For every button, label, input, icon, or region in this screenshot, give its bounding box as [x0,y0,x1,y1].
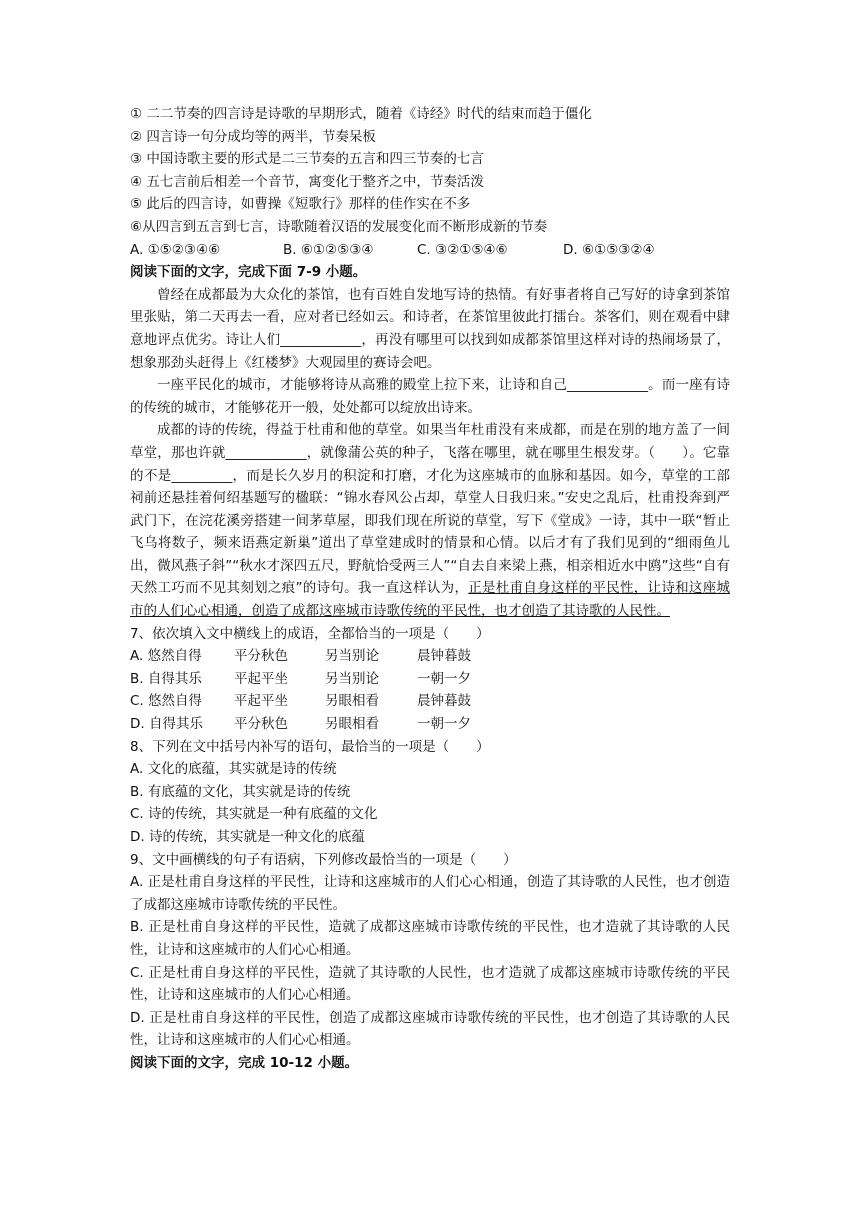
document-page [130,103,730,1075]
q6-item: ② 四言诗一句分成均等的两半，节奏呆板 [130,128,376,145]
q7-cell: 一朝一夕 [417,670,471,687]
q7-option-row [130,668,730,691]
q7-cell: 另眼相看 [325,716,379,733]
q9-option: C. 正是杜甫自身这样的平民性，造就了其诗歌的人民性，也才造就了成都这座城市诗歌传统的平民性，让诗和这座城市的人们心心相通。 [130,964,730,1004]
q9-option: D. 正是杜甫自身这样的平民性，创造了成都这座城市诗歌传统的平民性，也才创造了其诗歌的人民性，让诗和这座城市的人们心心相通。 [130,1009,730,1049]
q8-option: D. 诗的传统，其实就是一种文化的底蕴 [130,829,365,845]
q6-options [130,239,730,262]
passage-paragraph: 一座平民化的城市，才能够将诗从高雅的殿堂上拉下来，让诗和自己____________。而一座有诗的传统的城市，才能够花开一般，处处都可以绽放出诗来。 [130,377,730,416]
q7-option-row [130,713,730,736]
q7-cell: 平起平坐 [234,670,288,687]
q6-item: ① 二二节奏的四言诗是诗歌的早期形式，随着《诗经》时代的结束而趋于僵化 [130,106,592,122]
q7-stem: 7、依次填入文中横线上的成语，全都恰当的一项是（ ） [130,625,490,642]
q7-cell: 平起平坐 [234,693,288,710]
q7-cell: A. 悠然自得 [130,648,202,665]
q8-option: B. 有底蕴的文化，其实就是诗的传统 [130,783,351,800]
passage-paragraph [130,419,730,622]
q7-cell: 平分秋色 [234,648,288,665]
passage-paragraph: 曾经在成都最为大众化的茶馆，也有百姓自发地写诗的热情。有好事者将自己写好的诗拿到茶馆里张贴，第二天再去一看，应对者已经如云。和诗者，在茶馆里彼此打擂台。茶客们，则在观看中肆意地评点优劣。诗让人们____________，再没有哪里可以找到如成都茶馆里这样对诗的热闹场景了，想象那劲头赶得上《红楼梦》大观园里的赛诗会吧。 [130,286,730,371]
q9-option: B. 正是杜甫自身这样的平民性，造就了成都这座城市诗歌传统的平民性，也才造就了其诗歌的人民性，让诗和这座城市的人们心心相通。 [130,919,730,958]
section-heading: 阅读下面的文字，完成下面 7-9 小题。 [130,264,367,281]
q6-item: ⑤ 此后的四言诗，如曹操《短歌行》那样的佳作实在不多 [130,196,471,213]
q7-cell: 另眼相看 [325,693,379,710]
q6-option-a: A. ①⑤②③④⑥ [130,241,221,258]
q7-cell: 一朝一夕 [417,716,471,733]
q7-cell: C. 悠然自得 [130,693,203,710]
q7-cell: 另当别论 [325,648,379,665]
q9-option: A. 正是杜甫自身这样的平民性，让诗和这座城市的人们心心相通，创造了其诗歌的人民性，也才创造了成都这座城市诗歌传统的平民性。 [130,874,730,913]
q6-option-c: C. ③②①⑤④⑥ [417,241,508,258]
q7-cell: 晨钟暮鼓 [417,648,471,665]
q7-cell: 平分秋色 [234,716,288,733]
q6-option-b: B. ⑥①②⑤③④ [283,241,374,258]
q8-option: A. 文化的底蕴，其实就是诗的传统 [130,761,337,778]
underlined-sentence: 正是杜甫自身这样的平民性，让诗和这座城市的人们心心相通，创造了成都这座城市诗歌传统的平民性，也才创造了其诗歌的人民性。 [130,580,730,620]
q6-option-d: D. ⑥①⑤③②④ [563,241,655,258]
q9-stem: 9、文中画横线的句子有语病，下列修改最恰当的一项是（ ） [130,851,517,868]
q6-item: ④ 五七言前后相差一个音节，寓变化于整齐之中，节奏活泼 [130,173,484,190]
q6-item: ⑥从四言到五言到七言，诗歌随着汉语的发展变化而不断形成新的节奏 [130,218,548,235]
passage-text: 成都的诗的传统，得益于杜甫和他的草堂。如果当年杜甫没有来成都，而是在别的地方盖了一间草堂，那也许就____________，就像蒲公英的种子，飞落在哪里，就在哪里生根发芽。（ ）。它靠的不是_________，而是长久岁月的积淀和打磨，才化为这座城市的血脉和基因。如今，草堂的工部祠前还悬挂着何绍基题写的楹联：“锦水春风公占却，草堂人日我归来。”安史之乱后，杜甫投奔到严武门下，在浣花溪旁搭建一间茅草屋，即我们现在所说的草堂，写下《堂成》一诗，其中一联“暂止飞乌将数子，频来语燕定新巢”道出了草堂建成时的情景和心情。以后才有了我们见到的“细雨鱼儿出，微风燕子斜”“秋水才深四五尺，野航恰受两三人”“自去自来梁上燕，相亲相近水中鸥”这些“自有天然工巧而不见其刻划之痕”的诗句。我一直这样认为， [130,422,730,597]
q7-option-row [130,645,730,668]
q8-option: C. 诗的传统，其实就是一种有底蕴的文化 [130,806,378,823]
q6-item: ③ 中国诗歌主要的形式是二三节奏的五言和四三节奏的七言 [130,151,484,168]
q7-cell: B. 自得其乐 [130,670,202,687]
q7-cell: 另当别论 [325,670,379,687]
section-heading: 阅读下面的文字，完成 10-12 小题。 [130,1054,359,1071]
q7-option-row [130,690,730,713]
q7-cell: 晨钟暮鼓 [417,693,471,710]
q8-stem: 8、下列在文中括号内补写的语句，最恰当的一项是（ ） [130,738,490,755]
q6-items [130,103,730,239]
q7-cell: D. 自得其乐 [130,716,203,733]
